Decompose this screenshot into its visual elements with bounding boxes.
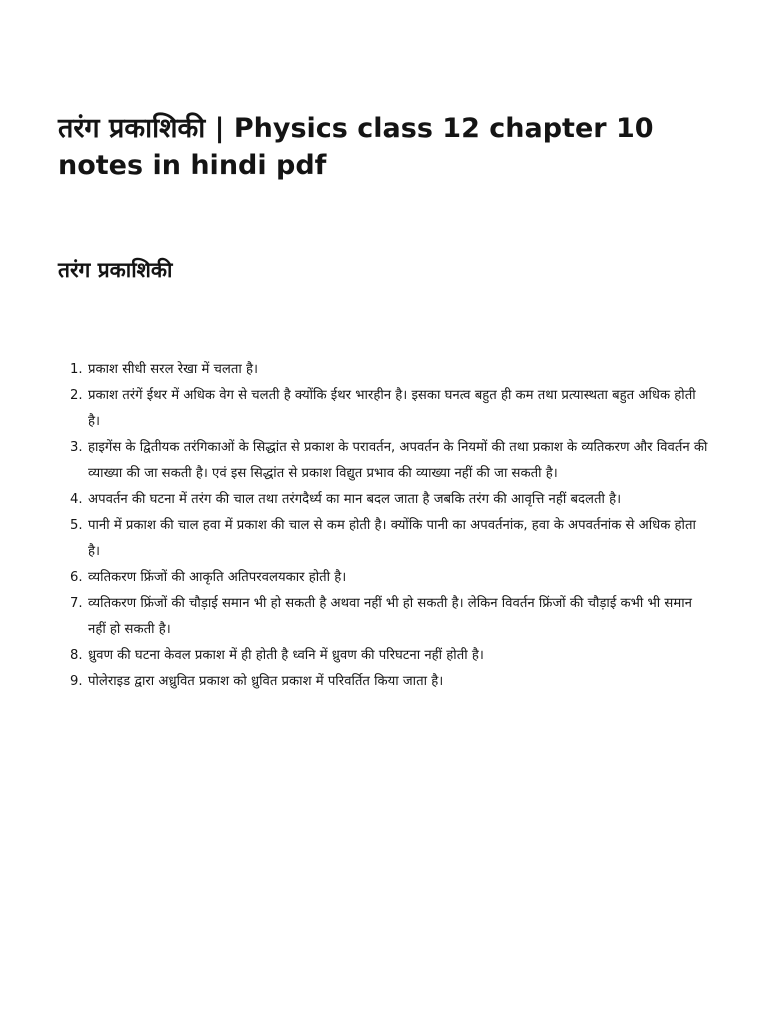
list-item-number: 4. <box>70 492 83 507</box>
list-item-text: पोलेराइड द्वारा अध्रुवित प्रकाश को ध्रुवित प्रकाश में परिवर्तित किया जाता है। <box>88 674 444 689</box>
list-item <box>70 487 710 513</box>
list-item <box>70 643 710 669</box>
list-item-number: 2. <box>70 388 83 403</box>
list-item-number: 1. <box>70 362 83 377</box>
list-item <box>70 383 710 435</box>
list-item <box>70 565 710 591</box>
notes-list <box>70 357 710 695</box>
list-item <box>70 357 710 383</box>
list-item-number: 8. <box>70 648 83 663</box>
list-item-text: पानी में प्रकाश की चाल हवा में प्रकाश की चाल से कम होती है। क्योंकि पानी का अपवर्तनांक, हवा के अपवर्तनांक से अधिक होता है। <box>88 518 696 559</box>
list-item <box>70 513 710 565</box>
list-item-text: प्रकाश तरंगें ईथर में अधिक वेग से चलती है क्योंकि ईथर भारहीन है। इसका घनत्व बहुत ही कम तथा प्रत्यास्थता बहुत अधिक होती है। <box>88 388 696 429</box>
list-item-text: ध्रुवण की घटना केवल प्रकाश में ही होती है ध्वनि में ध्रुवण की परिघटना नहीं होती है। <box>88 648 484 663</box>
list-item-number: 6. <box>70 570 83 585</box>
list-item-number: 5. <box>70 518 83 533</box>
list-item-text: व्यतिकरण फ्रिंजों की आकृति अतिपरवलयकार होती है। <box>88 570 347 585</box>
list-item-text: हाइगेंस के द्वितीयक तरंगिकाओं के सिद्धांत से प्रकाश के परावर्तन, अपवर्तन के नियमों की तथा प्रकाश के व्यतिकरण और विवर्तन की व्याख्या की जा सकती है। एवं इस सिद्धांत से प्रकाश विद्युत प्रभाव की व्याख्या नहीं की जा सकती है। <box>88 440 708 481</box>
list-item-number: 9. <box>70 674 83 689</box>
list-item-text: प्रकाश सीधी सरल रेखा में चलता है। <box>88 362 259 377</box>
list-item-number: 3. <box>70 440 83 455</box>
section-heading: तरंग प्रकाशिकी <box>58 258 173 282</box>
list-item-number: 7. <box>70 596 83 611</box>
page-title: तरंग प्रकाशिकी | Physics class 12 chapter 10 notes in hindi pdf <box>58 113 654 181</box>
list-item-text: व्यतिकरण फ्रिंजों की चौड़ाई समान भी हो सकती है अथवा नहीं भी हो सकती है। लेकिन विवर्तन फ्रिंजों की चौड़ाई कभी भी समान नहीं हो सकती है। <box>88 596 692 637</box>
list-item <box>70 435 710 487</box>
list-item <box>70 669 710 695</box>
list-item <box>70 591 710 643</box>
list-item-text: अपवर्तन की घटना में तरंग की चाल तथा तरंगदैर्ध्य का मान बदल जाता है जबकि तरंग की आवृत्ति नहीं बदलती है। <box>88 492 622 507</box>
